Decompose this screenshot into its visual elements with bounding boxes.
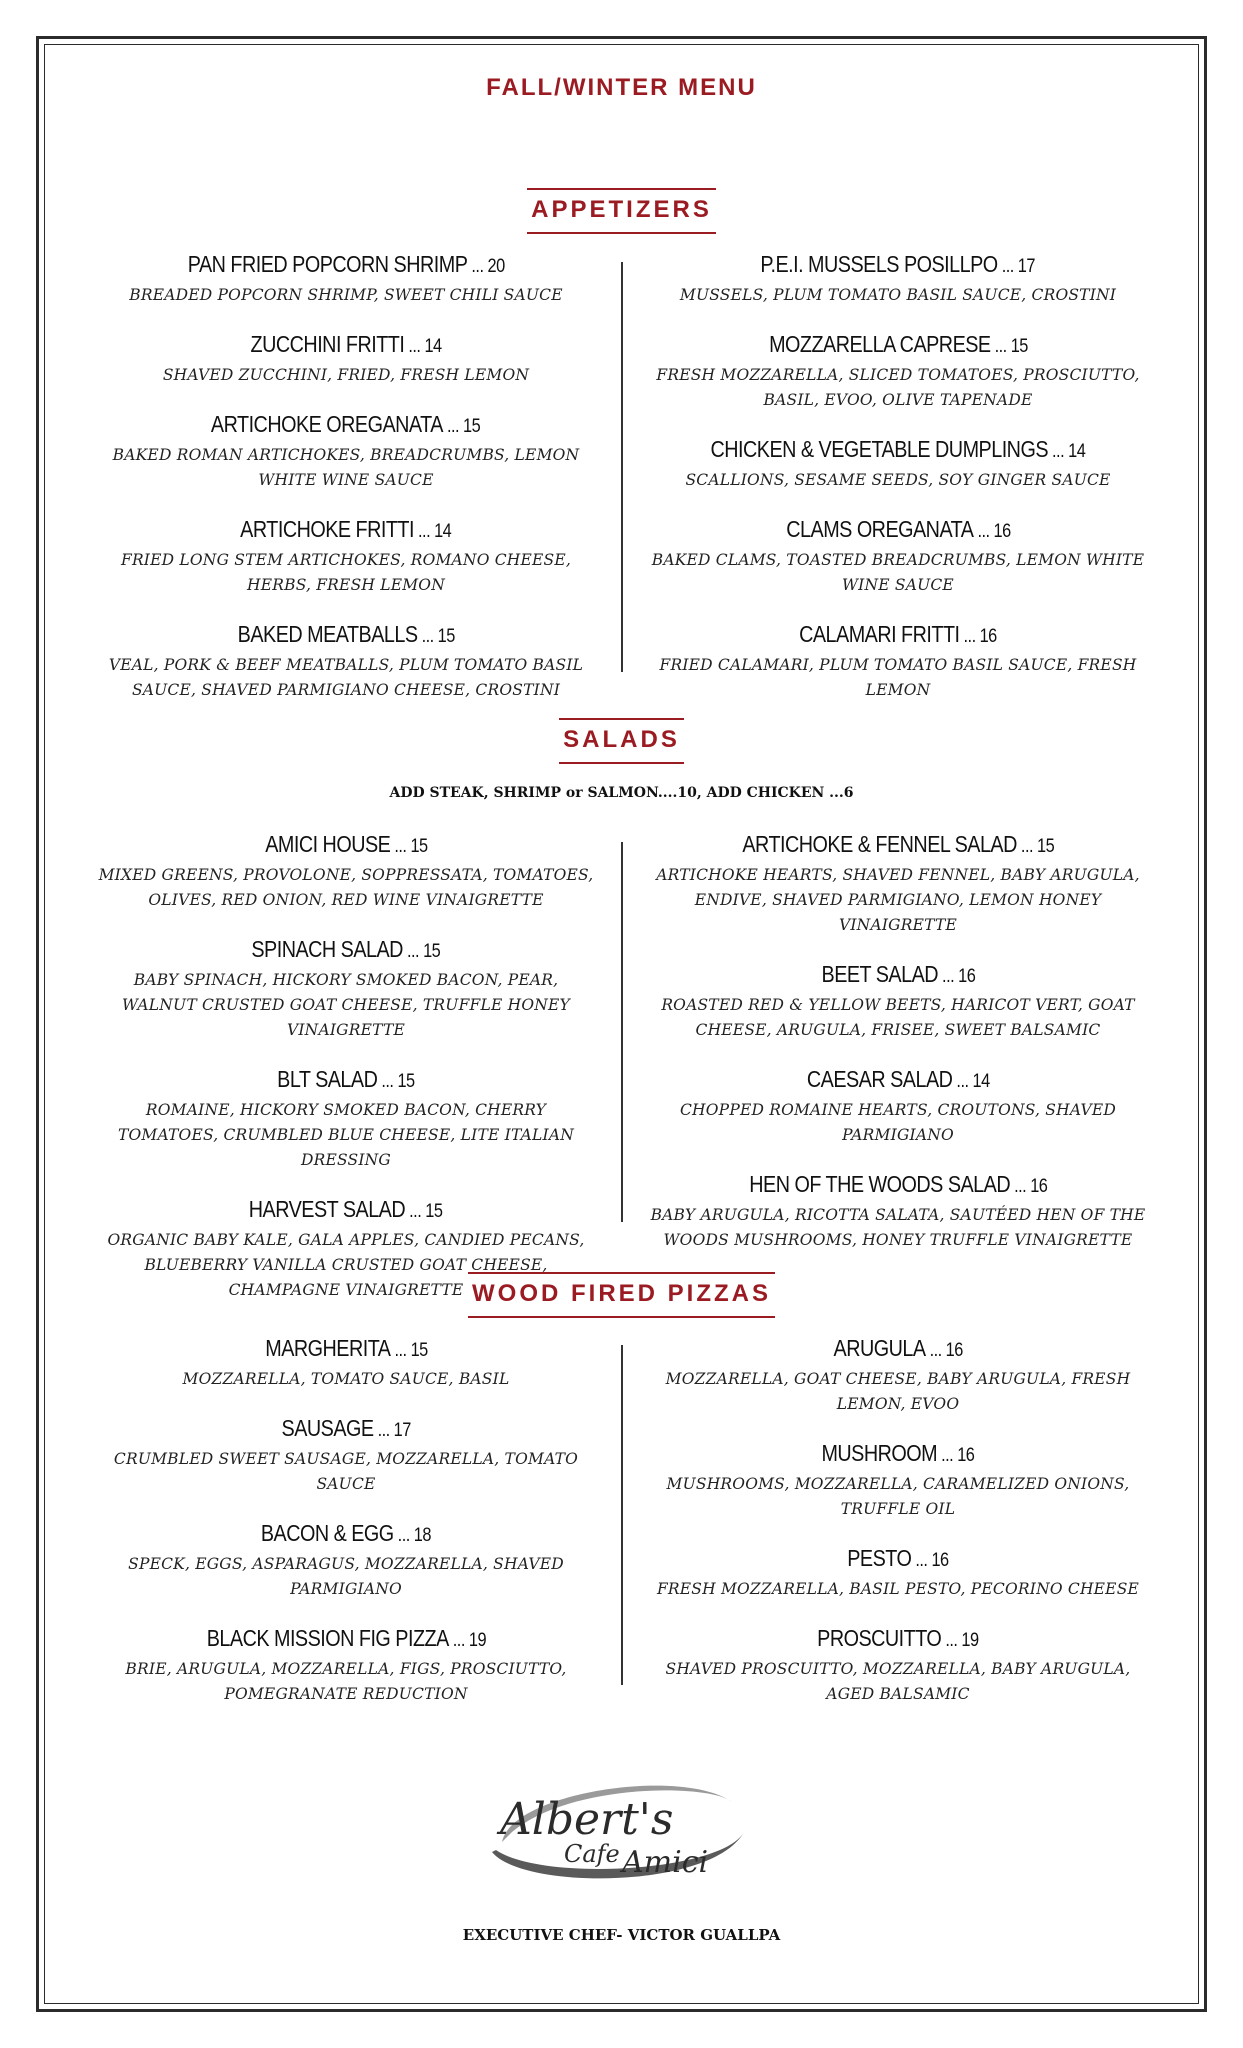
salads-addon-note: ADD STEAK, SHRIMP or SALMON....10, ADD CHICKEN ...6 xyxy=(389,785,854,801)
appetizers-left-column xyxy=(96,250,596,725)
menu-item-description: ROMAINE, HICKORY SMOKED BACON, CHERRY TOMATOES, CRUMBLED BLUE CHEESE, LITE ITALIAN DRESSING xyxy=(117,1101,575,1169)
menu-item-title-line xyxy=(742,830,1054,861)
menu-item xyxy=(96,410,596,493)
menu-item-price: ... 19 xyxy=(941,1630,979,1651)
menu-item xyxy=(96,1065,596,1173)
logo-alberts-text: Albert's xyxy=(500,1794,674,1845)
menu-item-heading xyxy=(96,1414,596,1445)
menu-item-price: ... 16 xyxy=(959,626,997,647)
menu-item-title-line xyxy=(265,1334,428,1365)
menu-item-title-line xyxy=(237,620,454,651)
menu-item xyxy=(648,960,1148,1043)
menu-item-name: BLT SALAD xyxy=(277,1066,378,1092)
menu-item-description: VEAL, PORK & BEEF MEATBALLS, PLUM TOMATO BASIL SAUCE, SHAVED PARMIGIANO CHEESE, CROSTINI xyxy=(108,656,584,699)
menu-item-name: CAESAR SALAD xyxy=(806,1066,953,1092)
menu-item-description: SPECK, EGGS, ASPARAGUS, MOZZARELLA, SHAVED PARMIGIANO xyxy=(128,1555,564,1598)
menu-item-price: ... 20 xyxy=(467,256,505,277)
menu-item-heading xyxy=(648,435,1148,466)
menu-item-title-line xyxy=(786,515,1010,546)
menu-item xyxy=(96,1414,596,1497)
menu-title: FALL/WINTER MENU xyxy=(486,74,757,101)
menu-item-title-line xyxy=(261,1519,431,1550)
menu-item-title-line xyxy=(188,250,505,281)
menu-item-name: MUSHROOM xyxy=(821,1440,938,1466)
menu-item-description: BAKED ROMAN ARTICHOKES, BREADCRUMBS, LEMON WHITE WINE SAUCE xyxy=(112,446,580,489)
menu-item-title-line xyxy=(206,1624,485,1655)
menu-item-name: PROSCUITTO xyxy=(817,1625,942,1651)
menu-item-description: MOZZARELLA, GOAT CHEESE, BABY ARUGULA, FRESH LEMON, EVOO xyxy=(665,1370,1131,1413)
menu-item-title-line xyxy=(807,1065,990,1096)
menu-item-name: SAUSAGE xyxy=(281,1415,374,1441)
menu-item-title-line xyxy=(711,435,1086,466)
menu-item-price: ... 15 xyxy=(377,1071,415,1092)
salads-left-column xyxy=(96,830,596,1325)
menu-item-name: CHICKEN & VEGETABLE DUMPLINGS xyxy=(710,436,1049,462)
menu-item xyxy=(96,620,596,703)
menu-item-price: ... 15 xyxy=(389,1340,428,1361)
menu-item-title-line xyxy=(277,1065,414,1096)
appetizers-right-column xyxy=(648,250,1148,725)
menu-item-description: FRIED CALAMARI, PLUM TOMATO BASIL SAUCE, FRESH LEMON xyxy=(659,656,1137,699)
menu-item-price: ... 18 xyxy=(393,1525,432,1546)
menu-item xyxy=(648,330,1148,413)
pizzas-heading xyxy=(0,1272,1243,1318)
menu-item-description: ROASTED RED & YELLOW BEETS, HARICOT VERT, GOAT CHEESE, ARUGULA, FRISEE, SWEET BALSAMIC xyxy=(661,996,1135,1039)
menu-item-name: ARTICHOKE OREGANATA xyxy=(211,411,444,437)
salads-heading-text: SALADS xyxy=(559,718,684,764)
menu-item-name: ARUGULA xyxy=(833,1335,926,1361)
menu-item-price: ... 15 xyxy=(1016,836,1054,857)
menu-item xyxy=(648,1065,1148,1148)
menu-item-description: ARTICHOKE HEARTS, SHAVED FENNEL, BABY ARUGULA, ENDIVE, SHAVED PARMIGIANO, LEMON HONEY VINAIGRETTE xyxy=(656,866,1140,934)
salads-divider xyxy=(621,842,623,1222)
menu-item-name: BLACK MISSION FIG PIZZA xyxy=(206,1625,449,1651)
menu-item-name: ZUCCHINI FRITTI xyxy=(250,331,405,357)
menu-item-description: ORGANIC BABY KALE, GALA APPLES, CANDIED PECANS, BLUEBERRY VANILLA CRUSTED GOAT CHEESE, CHAMPAGNE VINAIGRETTE xyxy=(107,1231,585,1299)
menu-item-price: ... 16 xyxy=(1009,1176,1048,1197)
menu-item-price: ... 17 xyxy=(373,1420,411,1441)
menu-item xyxy=(96,1519,596,1602)
menu-item-price: ... 14 xyxy=(404,336,442,357)
menu-item-price: ... 16 xyxy=(972,521,1011,542)
menu-item xyxy=(648,1334,1148,1417)
menu-item-heading xyxy=(648,1624,1148,1655)
menu-item-price: ... 15 xyxy=(443,416,481,437)
menu-item-name: BEET SALAD xyxy=(821,961,938,987)
menu-item-title-line xyxy=(847,1544,948,1575)
menu-item-price: ... 15 xyxy=(405,1201,443,1222)
menu-item-title-line xyxy=(240,515,451,546)
pizzas-heading-text: WOOD FIRED PIZZAS xyxy=(468,1272,775,1318)
menu-item-price: ... 16 xyxy=(911,1550,949,1571)
menu-item-heading xyxy=(648,1170,1148,1201)
salads-right-column xyxy=(648,830,1148,1275)
menu-item-title-line xyxy=(281,1414,410,1445)
menu-item-heading xyxy=(96,830,596,861)
menu-item-price: ... 16 xyxy=(937,1445,975,1466)
menu-item xyxy=(648,1544,1148,1602)
menu-item xyxy=(648,830,1148,938)
menu-item-description: FRESH MOZZARELLA, BASIL PESTO, PECORINO CHEESE xyxy=(656,1580,1140,1598)
menu-item-price: ... 16 xyxy=(925,1340,963,1361)
menu-item-heading xyxy=(96,620,596,651)
menu-item-title-line xyxy=(817,1624,978,1655)
menu-item-description: FRESH MOZZARELLA, SLICED TOMATOES, PROSCIUTTO, BASIL, EVOO, OLIVE TAPENADE xyxy=(656,366,1140,409)
menu-item-title-line xyxy=(769,330,1028,361)
menu-item-price: ... 14 xyxy=(1048,441,1086,462)
menu-item-name: HARVEST SALAD xyxy=(249,1196,406,1222)
menu-item xyxy=(96,330,596,388)
menu-item-price: ... 15 xyxy=(417,626,455,647)
logo-cafe-text: Cafe xyxy=(564,1840,620,1868)
menu-item-heading xyxy=(648,1065,1148,1096)
menu-item-heading xyxy=(96,1624,596,1655)
menu-item-title-line xyxy=(799,620,997,651)
menu-item-name: BACON & EGG xyxy=(260,1520,394,1546)
menu-item-name: BAKED MEATBALLS xyxy=(237,621,418,647)
menu-item-heading xyxy=(648,330,1148,361)
menu-item-title-line xyxy=(211,410,480,441)
alberts-cafe-amici-logo xyxy=(482,1772,762,1892)
menu-item-description: MIXED GREENS, PROVOLONE, SOPPRESSATA, TOMATOES, OLIVES, RED ONION, RED WINE VINAIGRETTE xyxy=(98,866,594,909)
menu-item-price: ... 14 xyxy=(952,1071,990,1092)
menu-item xyxy=(648,250,1148,308)
menu-item-description: CHOPPED ROMAINE HEARTS, CROUTONS, SHAVED PARMIGIANO xyxy=(680,1101,1116,1144)
menu-item xyxy=(648,515,1148,598)
menu-item-name: MOZZARELLA CAPRESE xyxy=(768,331,991,357)
menu-item-heading xyxy=(96,1334,596,1365)
menu-item-price: ... 15 xyxy=(990,336,1028,357)
menu-item xyxy=(96,250,596,308)
menu-item xyxy=(648,1170,1148,1253)
menu-item-title-line xyxy=(252,935,441,966)
menu-item xyxy=(648,1439,1148,1522)
logo-amici-text: Amici xyxy=(622,1845,709,1880)
menu-item-description: CRUMBLED SWEET SAUSAGE, MOZZARELLA, TOMATO SAUCE xyxy=(113,1450,579,1493)
menu-item-title-line xyxy=(833,1334,962,1365)
menu-item-description: FRIED LONG STEM ARTICHOKES, ROMANO CHEESE, HERBS, FRESH LEMON xyxy=(120,551,571,594)
appetizers-heading-text: APPETIZERS xyxy=(527,188,716,234)
menu-item-heading xyxy=(96,330,596,361)
menu-item-title-line xyxy=(749,1170,1047,1201)
menu-item-description: MOZZARELLA, TOMATO SAUCE, BASIL xyxy=(182,1370,510,1388)
menu-item-description: BAKED CLAMS, TOASTED BREADCRUMBS, LEMON WHITE WINE SAUCE xyxy=(651,551,1145,594)
menu-item xyxy=(96,515,596,598)
menu-item-description: BABY ARUGULA, RICOTTA SALATA, SAUTÉED HEN OF THE WOODS MUSHROOMS, HONEY TRUFFLE VINAIGRETTE xyxy=(650,1206,1146,1249)
menu-item xyxy=(96,830,596,913)
menu-item-heading xyxy=(96,1065,596,1096)
menu-item-heading xyxy=(648,1334,1148,1365)
menu-item xyxy=(96,935,596,1043)
menu-item-heading xyxy=(648,960,1148,991)
menu-item xyxy=(648,1624,1148,1707)
menu-item xyxy=(96,1624,596,1707)
appetizers-divider xyxy=(621,262,623,672)
pizzas-left-column xyxy=(96,1334,596,1729)
menu-item-heading xyxy=(648,1439,1148,1470)
menu-item-heading xyxy=(648,620,1148,651)
appetizers-heading xyxy=(0,188,1243,234)
menu-item xyxy=(648,620,1148,703)
menu-item-heading xyxy=(648,515,1148,546)
executive-chef-credit: EXECUTIVE CHEF- VICTOR GUALLPA xyxy=(462,1926,781,1944)
menu-item-heading xyxy=(96,410,596,441)
menu-item-title-line xyxy=(250,330,441,361)
menu-item-description: SHAVED PROSCUITTO, MOZZARELLA, BABY ARUGULA, AGED BALSAMIC xyxy=(665,1660,1131,1703)
menu-item-price: ... 17 xyxy=(998,256,1036,277)
menu-item-description: MUSSELS, PLUM TOMATO BASIL SAUCE, CROSTINI xyxy=(679,286,1117,304)
menu-item-name: AMICI HOUSE xyxy=(264,831,390,857)
menu-item-name: ARTICHOKE & FENNEL SALAD xyxy=(742,831,1017,857)
menu-item-price: ... 19 xyxy=(448,1630,486,1651)
menu-item-name: CLAMS OREGANATA xyxy=(785,516,973,542)
menu-item-heading xyxy=(648,830,1148,861)
menu-item-price: ... 14 xyxy=(414,521,452,542)
menu-item-description: SCALLIONS, SESAME SEEDS, SOY GINGER SAUCE xyxy=(685,471,1111,489)
menu-item-name: P.E.I. MUSSELS POSILLPO xyxy=(760,251,999,277)
menu-item-heading xyxy=(96,515,596,546)
menu-item-price: ... 15 xyxy=(389,836,428,857)
menu-item-price: ... 15 xyxy=(403,941,441,962)
menu-item-title-line xyxy=(761,250,1036,281)
menu-item-name: PESTO xyxy=(847,1545,912,1571)
menu-item-heading xyxy=(648,1544,1148,1575)
menu-item-title-line xyxy=(249,1195,443,1226)
menu-item-name: MARGHERITA xyxy=(264,1335,390,1361)
menu-item-description: BABY SPINACH, HICKORY SMOKED BACON, PEAR, WALNUT CRUSTED GOAT CHEESE, TRUFFLE HONEY VINAIGRETTE xyxy=(122,971,570,1039)
menu-item-title-line xyxy=(822,1439,975,1470)
menu-item-heading xyxy=(648,250,1148,281)
menu-item-heading xyxy=(96,250,596,281)
menu-item-name: ARTICHOKE FRITTI xyxy=(240,516,415,542)
menu-item-heading xyxy=(96,1195,596,1226)
menu-item-description: SHAVED ZUCCHINI, FRIED, FRESH LEMON xyxy=(162,366,530,384)
menu-item-name: HEN OF THE WOODS SALAD xyxy=(748,1171,1010,1197)
menu-item-name: CALAMARI FRITTI xyxy=(799,621,960,647)
menu-item-heading xyxy=(96,1519,596,1550)
menu-item-description: BRIE, ARUGULA, MOZZARELLA, FIGS, PROSCIUTTO, POMEGRANATE REDUCTION xyxy=(125,1660,567,1703)
menu-item xyxy=(648,435,1148,493)
menu-item-description: MUSHROOMS, MOZZARELLA, CARAMELIZED ONIONS, TRUFFLE OIL xyxy=(666,1475,1130,1518)
menu-item-price: ... 16 xyxy=(937,966,975,987)
menu-item-title-line xyxy=(821,960,975,991)
menu-item-title-line xyxy=(265,830,427,861)
pizzas-divider xyxy=(621,1345,623,1685)
menu-item-heading xyxy=(96,935,596,966)
menu-item xyxy=(96,1334,596,1392)
menu-item-name: SPINACH SALAD xyxy=(251,936,404,962)
menu-item-description: BREADED POPCORN SHRIMP, SWEET CHILI SAUCE xyxy=(129,286,563,304)
pizzas-right-column xyxy=(648,1334,1148,1729)
menu-item-name: PAN FRIED POPCORN SHRIMP xyxy=(187,251,468,277)
salads-heading xyxy=(0,718,1243,764)
